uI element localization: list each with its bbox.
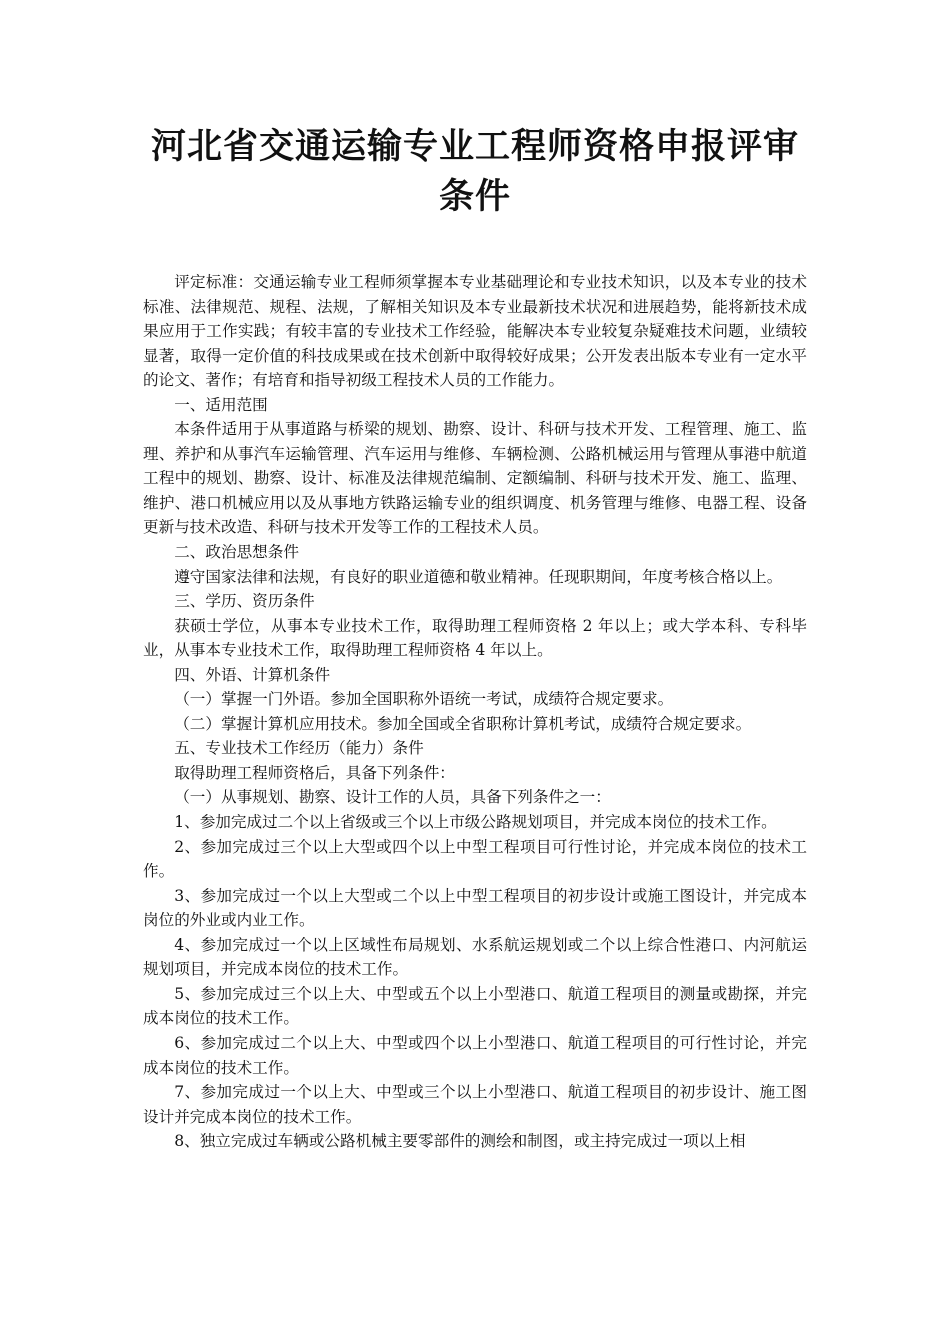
paragraph-planning-intro: （一）从事规划、勘察、设计工作的人员，具备下列条件之一： xyxy=(174,788,611,807)
list-item: 5、参加完成过三个以上大、中型或五个以上小型港口、航道工程项目的测量或勘探，并完成本岗位的技术工作。 xyxy=(143,984,807,1028)
list-item: 1、参加完成过二个以上省级或三个以上市级公路规划项目，并完成本岗位的技术工作。 xyxy=(174,813,777,832)
list-item: 7、参加完成过一个以上大、中型或三个以上小型港口、航道工程项目的初步设计、施工图设计并完成本岗位的技术工作。 xyxy=(143,1083,807,1126)
section-heading-experience: 五、专业技术工作经历（能力）条件 xyxy=(174,739,424,758)
paragraph-experience-intro: 取得助理工程师资格后，具备下列条件： xyxy=(174,763,455,782)
section-heading-education: 三、学历、资历条件 xyxy=(174,592,315,611)
section-heading-political: 二、政治思想条件 xyxy=(174,543,299,562)
paragraph-scope: 本条件适用于从事道路与桥梁的规划、勘察、设计、科研与技术开发、工程管理、施工、监理、养护和从事汽车运输管理、汽车运用与维修、车辆检测、公路机械运用与管理从事港中航道工程中的规划、勘察、设计、标准及法律规范编制、定额编制、科研与技术开发、施工、监理、维护、港口机械应用以及从事地方铁路运输专业的组织调度、机务管理与维修、电器工程、设备更新与技术改造、科研与技术开发等工作的工程技术人员。 xyxy=(143,420,807,537)
document-title-line-1: 河北省交通运输专业工程师资格申报评审 xyxy=(150,127,799,167)
paragraph-political: 遵守国家法律和法规，有良好的职业道德和敬业精神。任现职期间，年度考核合格以上。 xyxy=(174,567,783,586)
document-body xyxy=(143,270,807,1154)
paragraph-education: 获硕士学位，从事本专业技术工作，取得助理工程师资格 2 年以上；或大学本科、专科毕业，从事本专业技术工作，取得助理工程师资格 4 年以上。 xyxy=(143,616,807,660)
document-title xyxy=(120,122,830,222)
section-heading-scope: 一、适用范围 xyxy=(174,395,268,414)
list-item: 8、独立完成过车辆或公路机械主要零部件的测绘和制图，或主持完成过一项以上相 xyxy=(174,1132,746,1151)
paragraph-language: （一）掌握一门外语。参加全国职称外语统一考试，成绩符合规定要求。 xyxy=(174,690,674,709)
document-title-line-2: 条件 xyxy=(438,177,511,217)
list-item: 6、参加完成过二个以上大、中型或四个以上小型港口、航道工程项目的可行性讨论，并完成本岗位的技术工作。 xyxy=(143,1033,807,1077)
section-heading-language-computer: 四、外语、计算机条件 xyxy=(174,665,331,684)
paragraph-evaluation-standard: 评定标准：交通运输专业工程师须掌握本专业基础理论和专业技术知识，以及本专业的技术标准、法律规范、规程、法规，了解相关知识及本专业最新技术状况和进展趋势，能将新技术成果应用于工作实践；有较丰富的专业技术工作经验，能解决本专业较复杂疑难技术问题，业绩较显著，取得一定价值的科技成果或在技术创新中取得较好成果；公开发表出版本专业有一定水平的论文、著作；有培育和指导初级工程技术人员的工作能力。 xyxy=(143,273,807,390)
list-item: 3、参加完成过一个以上大型或二个以上中型工程项目的初步设计或施工图设计，并完成本岗位的外业或内业工作。 xyxy=(143,886,807,930)
paragraph-computer: （二）掌握计算机应用技术。参加全国或全省职称计算机考试，成绩符合规定要求。 xyxy=(174,714,752,733)
list-item: 4、参加完成过一个以上区域性布局规划、水系航运规划或二个以上综合性港口、内河航运规划项目，并完成本岗位的技术工作。 xyxy=(143,935,807,979)
list-item: 2、参加完成过三个以上大型或四个以上中型工程项目可行性讨论，并完成本岗位的技术工作。 xyxy=(143,837,807,881)
